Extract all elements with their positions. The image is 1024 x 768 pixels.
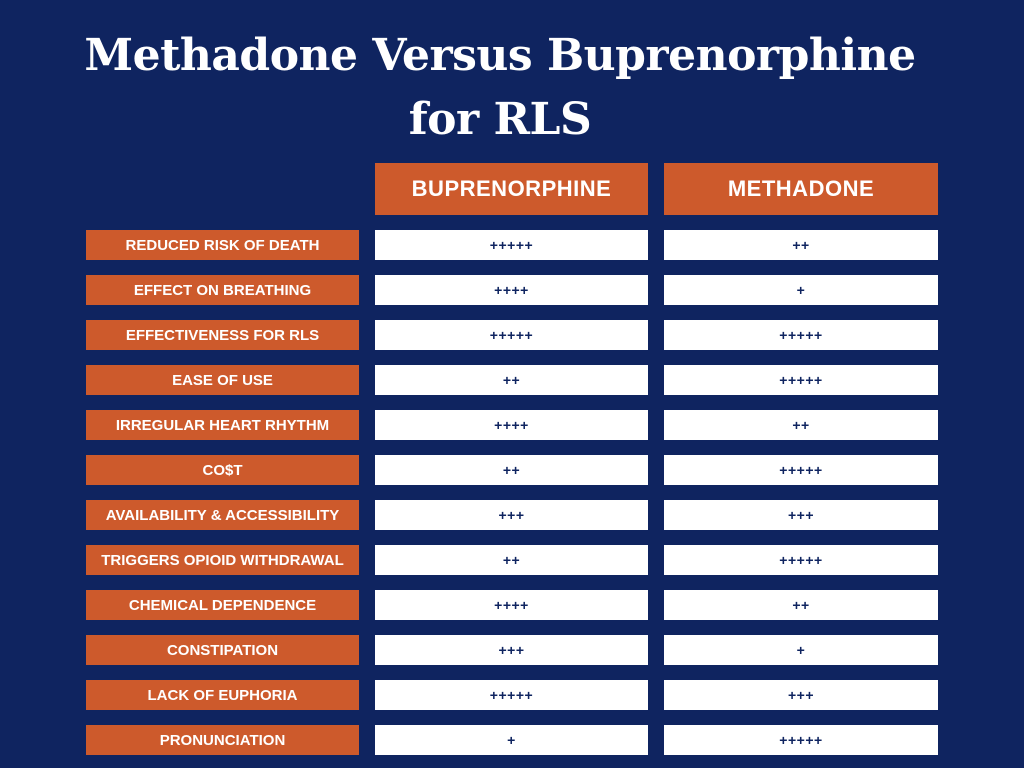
row-label: TRIGGERS OPIOID WITHDRAWAL bbox=[86, 545, 359, 575]
table-row bbox=[0, 680, 1024, 710]
table-row bbox=[0, 590, 1024, 620]
table-row bbox=[0, 455, 1024, 485]
methadone-rating: +++ bbox=[664, 680, 938, 710]
methadone-rating: +++++ bbox=[664, 320, 938, 350]
methadone-rating: +++ bbox=[664, 500, 938, 530]
table-row bbox=[0, 545, 1024, 575]
buprenorphine-rating: ++++ bbox=[375, 410, 648, 440]
buprenorphine-rating: +++++ bbox=[375, 230, 648, 260]
row-label: IRREGULAR HEART RHYTHM bbox=[86, 410, 359, 440]
buprenorphine-rating: ++ bbox=[375, 455, 648, 485]
row-label: REDUCED RISK OF DEATH bbox=[86, 230, 359, 260]
row-label: PRONUNCIATION bbox=[86, 725, 359, 755]
table-row bbox=[0, 275, 1024, 305]
methadone-rating: + bbox=[664, 635, 938, 665]
table-row bbox=[0, 500, 1024, 530]
methadone-rating: +++++ bbox=[664, 545, 938, 575]
page-title bbox=[0, 24, 1000, 152]
methadone-rating: + bbox=[664, 275, 938, 305]
methadone-rating: +++++ bbox=[664, 455, 938, 485]
column-header-buprenorphine: BUPRENORPHINE bbox=[375, 163, 648, 215]
row-label: CO$T bbox=[86, 455, 359, 485]
row-label: AVAILABILITY & ACCESSIBILITY bbox=[86, 500, 359, 530]
table-row bbox=[0, 320, 1024, 350]
row-label: EFFECT ON BREATHING bbox=[86, 275, 359, 305]
column-header-methadone: METHADONE bbox=[664, 163, 938, 215]
buprenorphine-rating: + bbox=[375, 725, 648, 755]
buprenorphine-rating: ++++ bbox=[375, 590, 648, 620]
methadone-rating: ++ bbox=[664, 230, 938, 260]
row-label: LACK OF EUPHORIA bbox=[86, 680, 359, 710]
methadone-rating: +++++ bbox=[664, 365, 938, 395]
buprenorphine-rating: +++++ bbox=[375, 680, 648, 710]
buprenorphine-rating: ++ bbox=[375, 365, 648, 395]
buprenorphine-rating: ++++ bbox=[375, 275, 648, 305]
table-row bbox=[0, 725, 1024, 755]
buprenorphine-rating: +++++ bbox=[375, 320, 648, 350]
methadone-rating: ++ bbox=[664, 590, 938, 620]
buprenorphine-rating: ++ bbox=[375, 545, 648, 575]
table-row bbox=[0, 365, 1024, 395]
title-line-1: Methadone Versus Buprenorphine bbox=[84, 30, 916, 81]
row-label: EASE OF USE bbox=[86, 365, 359, 395]
table-row bbox=[0, 230, 1024, 260]
row-label: CHEMICAL DEPENDENCE bbox=[86, 590, 359, 620]
table-row bbox=[0, 635, 1024, 665]
row-label: EFFECTIVENESS FOR RLS bbox=[86, 320, 359, 350]
buprenorphine-rating: +++ bbox=[375, 500, 648, 530]
table-row bbox=[0, 410, 1024, 440]
methadone-rating: +++++ bbox=[664, 725, 938, 755]
buprenorphine-rating: +++ bbox=[375, 635, 648, 665]
methadone-rating: ++ bbox=[664, 410, 938, 440]
row-label: CONSTIPATION bbox=[86, 635, 359, 665]
title-line-2: for RLS bbox=[408, 94, 592, 145]
